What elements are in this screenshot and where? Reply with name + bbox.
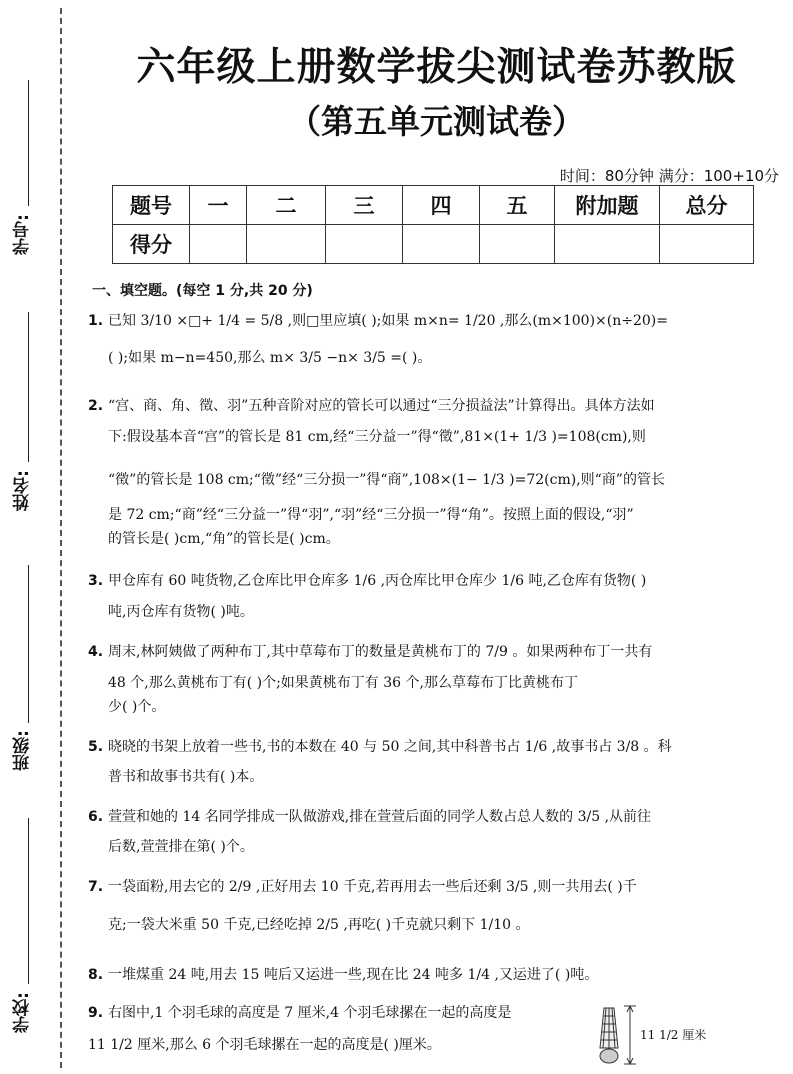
- score-header-cell: 三: [326, 186, 403, 225]
- question-1: [88, 312, 692, 368]
- question-line: 一堆煤重 24 吨,用去 15 吨后又运进一些,现在比 24 吨多 1/4 ,又运进了( )吨。: [108, 967, 599, 983]
- question-line: 的管长是( )cm,“角”的管长是( )cm。: [108, 530, 340, 547]
- question-line: 下:假设基本音“宫”的管长是 81 cm,经“三分益一”得“徵”,81×(1+ 1/3 )=108(cm),则: [108, 428, 646, 445]
- score-header-cell: 附加题: [555, 186, 660, 225]
- question-7: [88, 878, 692, 935]
- score-header-cell: 五: [480, 186, 555, 225]
- score-cell[interactable]: [480, 225, 555, 264]
- question-8: [88, 966, 692, 985]
- question-line: “徵”的管长是 108 cm;“徵”经“三分损一”得“商”,108×(1− 1/3 )=72(cm),则“商”的管长: [108, 471, 665, 488]
- question-3: [88, 572, 692, 622]
- question-line: 少( )个。: [108, 698, 166, 715]
- question-number: 2.: [88, 398, 104, 414]
- question-number: 9.: [88, 1005, 104, 1021]
- question-line: 一袋面粉,用去它的 2/9 ,正好用去 10 千克,若再用去一些后还剩 3/5 ,则一共用去( )千: [108, 879, 637, 895]
- question-line: 晓晓的书架上放着一些书,书的本数在 40 与 50 之间,其中科普书占 1/6 ,故事书占 3/8 。科: [108, 739, 672, 755]
- score-cell[interactable]: [555, 225, 660, 264]
- question-number: 6.: [88, 809, 104, 825]
- question-line: 48 个,那么黄桃布丁有( )个;如果黄桃布丁有 36 个,那么草莓布丁比黄桃布丁: [108, 674, 578, 691]
- question-4: [88, 643, 692, 717]
- shuttlecock-stack-figure: [592, 1004, 712, 1070]
- score-cell[interactable]: [247, 225, 326, 264]
- score-header-row: [113, 186, 754, 225]
- score-header-cell: 二: [247, 186, 326, 225]
- question-2: [88, 397, 692, 548]
- score-header-cell: 题号: [113, 186, 190, 225]
- question-number: 7.: [88, 879, 104, 895]
- score-header-cell: 总分: [660, 186, 754, 225]
- question-line: 周末,林阿姨做了两种布丁,其中草莓布丁的数量是黄桃布丁的 7/9 。如果两种布丁一共有: [108, 644, 653, 660]
- score-cell[interactable]: [660, 225, 754, 264]
- question-number: 8.: [88, 967, 104, 983]
- score-header-cell: 四: [403, 186, 480, 225]
- score-cell[interactable]: [190, 225, 247, 264]
- question-line: “宫、商、角、徵、羽”五种音阶对应的管长可以通过“三分损益法”计算得出。具体方法如: [108, 398, 655, 414]
- score-cell[interactable]: [326, 225, 403, 264]
- student-id-label: 学号:: [13, 214, 33, 255]
- question-line: 11 1/2 厘米,那么 6 个羽毛球摞在一起的高度是( )厘米。: [88, 1036, 441, 1053]
- question-number: 1.: [88, 313, 104, 329]
- question-line: 克;一袋大米重 50 千克,已经吃掉 2/5 ,再吃( )千克就只剩下 1/10 。: [108, 916, 530, 933]
- page-title: 六年级上册数学拔尖测试卷苏教版: [136, 45, 737, 90]
- question-6: [88, 808, 692, 857]
- question-line: 吨,丙仓库有货物( )吨。: [108, 603, 254, 620]
- score-header-cell: 一: [190, 186, 247, 225]
- school-line[interactable]: [28, 818, 29, 984]
- question-number: 4.: [88, 644, 104, 660]
- question-number: 5.: [88, 739, 104, 755]
- figure-height-label: 11 1/2 厘米: [640, 1028, 707, 1042]
- question-line: 右图中,1 个羽毛球的高度是 7 厘米,4 个羽毛球摞在一起的高度是: [108, 1005, 512, 1021]
- student-id-line[interactable]: [28, 80, 29, 206]
- exam-meta: 时间：80分钟 满分：100+10分: [559, 167, 779, 185]
- question-9: [88, 1004, 588, 1055]
- name-label: 姓名:: [13, 470, 33, 511]
- question-line: 萱萱和她的 14 名同学排成一队做游戏,排在萱萱后面的同学人数占总人数的 3/5 ,从前往: [108, 809, 652, 825]
- question-line: 后数,萱萱排在第( )个。: [108, 838, 254, 855]
- score-table: [112, 185, 754, 264]
- class-line[interactable]: [28, 565, 29, 723]
- score-cell[interactable]: [403, 225, 480, 264]
- question-line: 甲仓库有 60 吨货物,乙仓库比甲仓库多 1/6 ,丙仓库比甲仓库少 1/6 吨,乙仓库有货物( ): [108, 573, 647, 589]
- score-row-label: 得分: [113, 225, 190, 264]
- question-line: 已知 3/10 ×□+ 1/4 = 5/8 ,则□里应填( );如果 m×n= 1/20 ,那么(m×100)×(n÷20)=: [108, 313, 668, 329]
- page-subtitle: （第五单元测试卷）: [288, 102, 585, 141]
- question-line: 普书和故事书共有( )本。: [108, 768, 264, 785]
- question-5: [88, 738, 692, 787]
- question-line: ( );如果 m−n=450,那么 m× 3/5 −n× 3/5 =( )。: [108, 349, 432, 366]
- binding-margin: [0, 0, 72, 1072]
- school-label: 学校:: [13, 992, 33, 1033]
- section-heading: 一、填空题。(每空 1 分,共 20 分): [92, 283, 313, 299]
- score-value-row: [113, 225, 754, 264]
- class-label: 班级:: [13, 730, 33, 771]
- question-line: 是 72 cm;“商”经“三分益一”得“羽”,“羽”经“三分损一”得“角”。按照上面的假设,“羽”: [108, 506, 634, 523]
- name-line[interactable]: [28, 312, 29, 462]
- question-number: 3.: [88, 573, 104, 589]
- binding-dashed-line: [60, 8, 62, 1068]
